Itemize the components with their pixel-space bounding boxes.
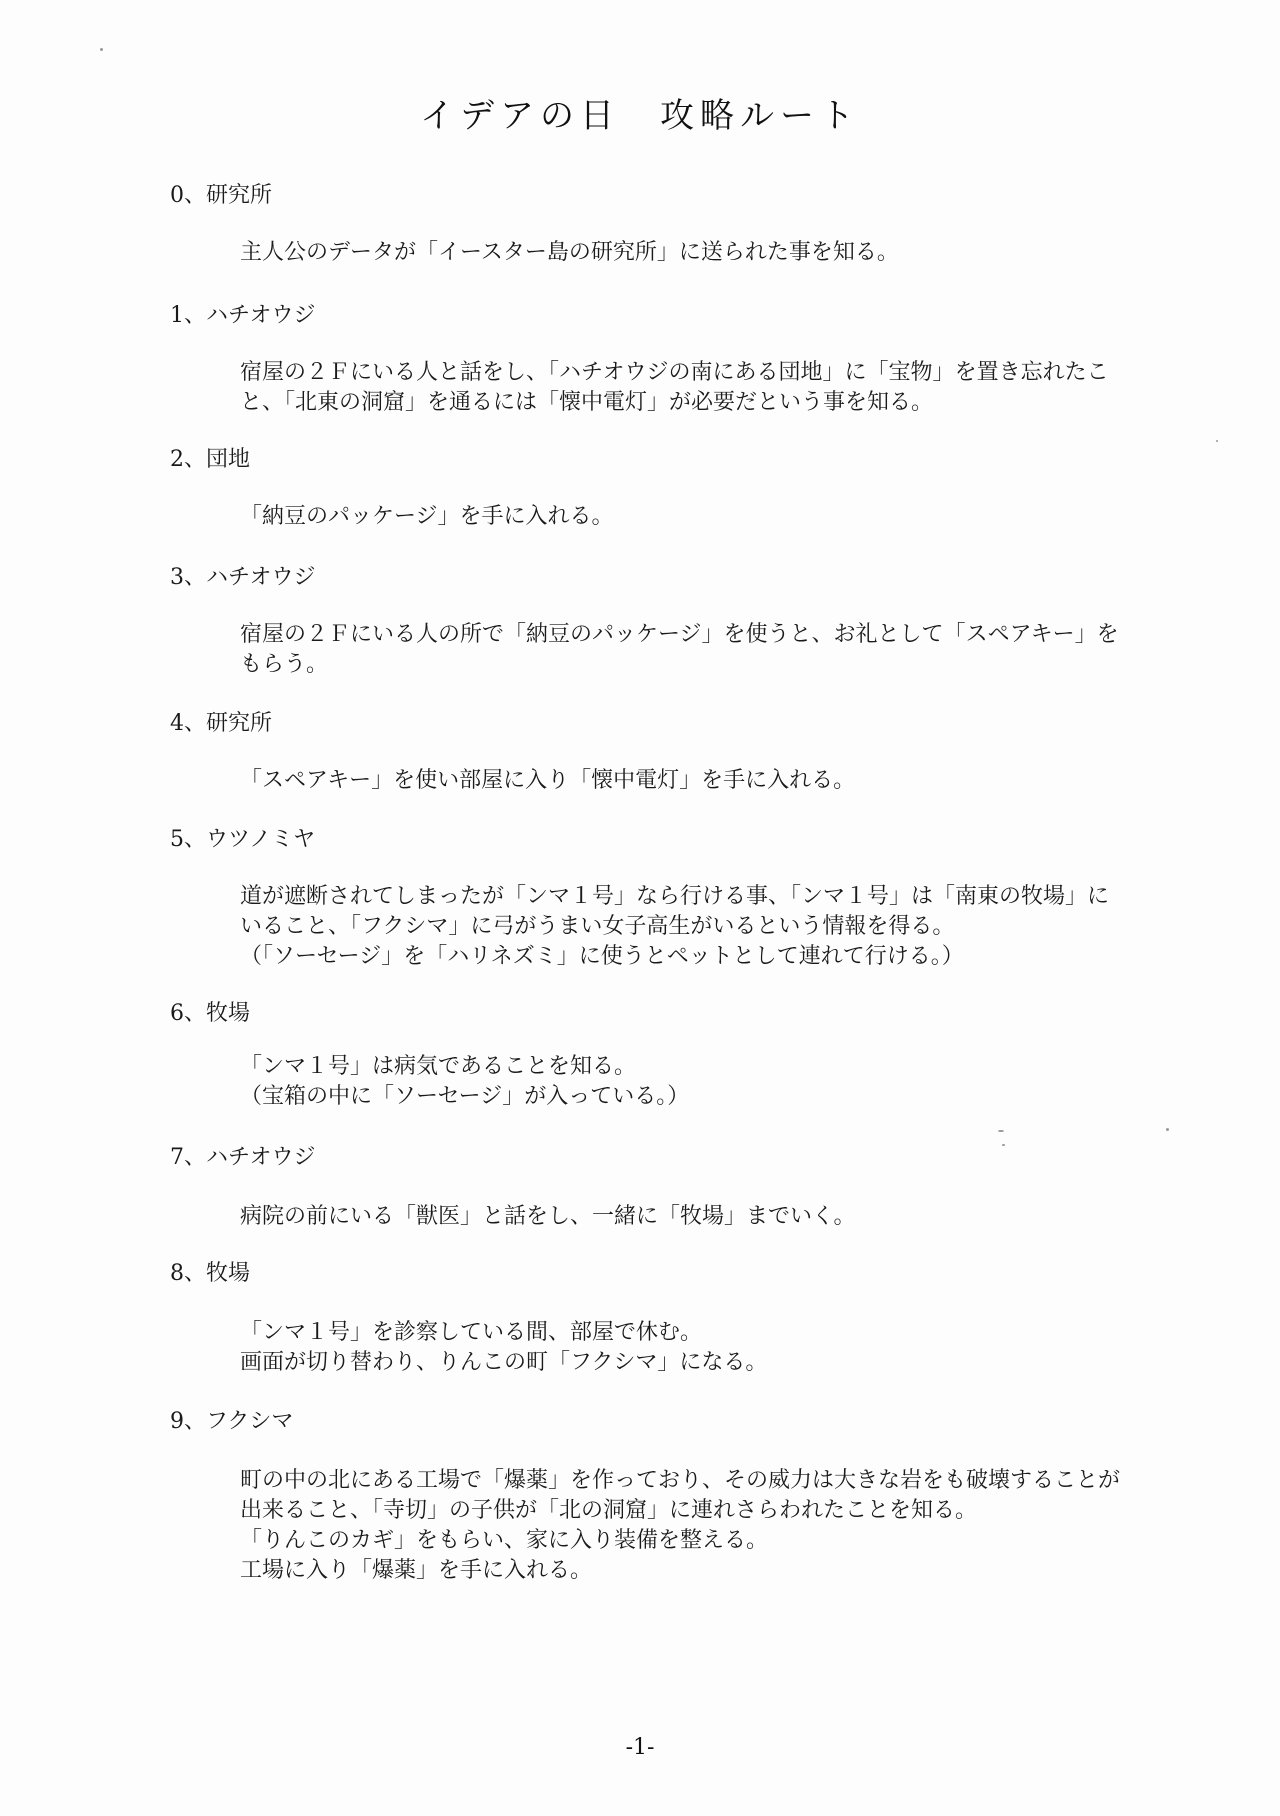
scan-speck: [1002, 1144, 1005, 1146]
section-heading: 5、ウツノミヤ: [170, 827, 316, 852]
scan-speck: [998, 1130, 1004, 1132]
body-line: もらう。: [240, 652, 329, 677]
section-body: [240, 1052, 1190, 1112]
section-heading: 4、研究所: [170, 711, 272, 736]
section-heading: 3、ハチオウジ: [170, 565, 316, 590]
body-line: 出来ること、「寺切」の子供が「北の洞窟」に連れさらわれたことを知る。: [240, 1498, 978, 1523]
body-line: 「ンマ１号」は病気であることを知る。: [240, 1054, 637, 1079]
section-body: [240, 1202, 1190, 1232]
body-line: 「りんこのカギ」をもらい、家に入り装備を整える。: [240, 1528, 769, 1553]
section-body: [240, 766, 1190, 796]
section-body: [240, 358, 1190, 418]
document-title: イデアの日 攻略ルート: [420, 96, 860, 136]
body-line: （宝箱の中に「ソーセージ」が入っている。）: [240, 1084, 690, 1109]
section-heading: 2、団地: [170, 447, 250, 472]
body-line: 宿屋の２Ｆにいる人と話をし、「ハチオウジの南にある団地」に「宝物」を置き忘れたこ: [240, 360, 1109, 385]
section-body: [240, 238, 1190, 268]
section-heading: 8、牧場: [170, 1261, 250, 1286]
body-line: （「ソーセージ」を「ハリネズミ」に使うとペットとして連れて行ける。）: [240, 944, 964, 969]
scan-speck: [1166, 1128, 1169, 1131]
body-line: 病院の前にいる「獣医」と話をし、一緒に「牧場」までいく。: [240, 1204, 856, 1229]
body-line: と、「北東の洞窟」を通るには「懐中電灯」が必要だという事を知る。: [240, 390, 934, 415]
section-body: [240, 882, 1190, 972]
section-heading: 7、ハチオウジ: [170, 1145, 316, 1170]
body-line: 「スペアキー」を使い部屋に入り「懐中電灯」を手に入れる。: [240, 768, 856, 793]
scan-speck: [1216, 440, 1218, 442]
section-heading: 0、研究所: [170, 183, 272, 208]
body-line: 町の中の北にある工場で「爆薬」を作っており、その威力は大きな岩をも破壊することが: [240, 1468, 1121, 1493]
body-line: 宿屋の２Ｆにいる人の所で「納豆のパッケージ」を使うと、お礼として「スペアキー」を: [240, 622, 1119, 647]
body-line: 画面が切り替わり、りんこの町「フクシマ」になる。: [240, 1350, 768, 1375]
section-heading: 6、牧場: [170, 1001, 250, 1026]
section-heading: 9、フクシマ: [170, 1409, 294, 1434]
section-body: [240, 620, 1190, 680]
body-line: 主人公のデータが「イースター島の研究所」に送られた事を知る。: [240, 240, 899, 265]
body-line: いること、「フクシマ」に弓がうまい女子高生がいるという情報を得る。: [240, 914, 955, 939]
body-line: 道が遮断されてしまったが「ンマ１号」なら行ける事、「ンマ１号」は「南東の牧場」に: [240, 884, 1110, 909]
section-body: [240, 1318, 1190, 1378]
section-body: [240, 502, 1190, 532]
section-body: [240, 1466, 1190, 1586]
body-line: 「ンマ１号」を診察している間、部屋で休む。: [240, 1320, 703, 1345]
scan-speck: [100, 48, 103, 51]
section-heading: 1、ハチオウジ: [170, 303, 316, 328]
page-number: -1-: [625, 1735, 655, 1760]
body-line: 「納豆のパッケージ」を手に入れる。: [240, 504, 614, 529]
body-line: 工場に入り「爆薬」を手に入れる。: [240, 1558, 593, 1583]
